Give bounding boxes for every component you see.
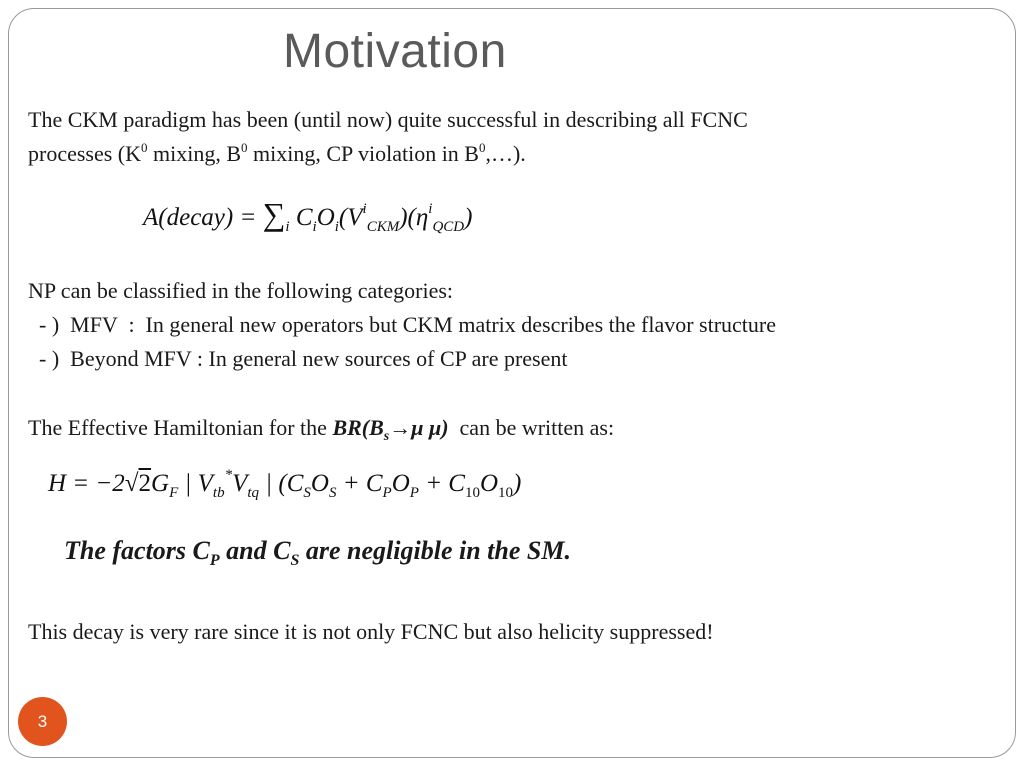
eq-var: + C: [336, 470, 383, 497]
ham-text: The Effective Hamiltonian for the: [28, 415, 333, 440]
eq-lhs: A(decay) =: [143, 204, 263, 231]
eq-var: C: [295, 204, 313, 231]
emph-text: are negligible in the SM.: [299, 536, 571, 565]
eq-sup: *: [224, 467, 233, 483]
eq-var: 2: [138, 470, 152, 497]
eq-sub: P: [409, 485, 419, 501]
eq-sub: 10: [464, 485, 480, 501]
emph-sub: P: [209, 552, 220, 569]
eq-var: | V: [178, 470, 213, 497]
emph-text: and C: [219, 536, 291, 565]
eq-sub: CKM: [366, 219, 400, 235]
br-sub: s: [383, 429, 390, 444]
eq-var: O: [391, 470, 410, 497]
eq-sub: tq: [247, 485, 260, 501]
decay-amplitude-equation: [143, 196, 472, 233]
hamiltonian-intro: [28, 411, 614, 449]
eq-var: O: [479, 470, 499, 497]
sqrt-symbol: √: [124, 470, 139, 497]
eq-sup: i: [362, 201, 367, 217]
page-number-badge: 3: [18, 697, 67, 746]
eq-var: G: [151, 470, 170, 497]
arrow-mumu: →μ μ): [389, 415, 449, 440]
intro-paragraph-line2: [28, 137, 526, 174]
eq-var: ): [513, 470, 522, 497]
emph-text: The factors C: [64, 536, 210, 565]
negligible-factors-statement: [64, 536, 571, 569]
eq-var: | (C: [259, 470, 304, 497]
eq-sub: 10: [498, 485, 514, 501]
np-categories-heading: NP can be classified in the following categories:: [28, 278, 454, 303]
superscript: 0: [241, 140, 248, 155]
eq-sub: P: [382, 485, 392, 501]
superscript: 0: [478, 140, 486, 155]
eq-var: + C: [418, 470, 465, 497]
br-text: BR(B: [332, 415, 384, 440]
intro-text: mixing, B: [147, 141, 242, 166]
eq-lhs: H = −2: [48, 470, 125, 497]
eq-sub: i: [285, 219, 290, 235]
eq-var: O: [310, 470, 329, 497]
intro-text: processes (K: [28, 141, 142, 166]
emph-sub: S: [290, 552, 300, 569]
eq-sub: S: [303, 485, 311, 501]
eq-sub: i: [334, 219, 339, 235]
ham-text: can be written as:: [448, 415, 615, 440]
np-category-mfv: - ) MFV : In general new operators but CKM matrix describes the flavor structure: [28, 312, 777, 337]
intro-text: ,…).: [485, 141, 526, 166]
eq-sub: QCD: [432, 219, 465, 235]
eq-sup: i: [428, 201, 433, 217]
intro-paragraph-line1: The CKM paradigm has been (until now) quite successful in describing all FCNC: [28, 107, 748, 132]
closing-remark: This decay is very rare since it is not only FCNC but also helicity suppressed!: [28, 619, 714, 644]
eq-sub: tb: [212, 485, 225, 501]
np-category-beyond-mfv: - ) Beyond MFV : In general new sources of CP are present: [28, 346, 568, 371]
sum-symbol: ∑: [262, 196, 286, 232]
intro-text: mixing, CP violation in B: [247, 141, 479, 166]
bs-mumu-label: [332, 415, 449, 444]
eq-var: O: [316, 204, 335, 231]
eq-var: V: [232, 470, 248, 497]
superscript: 0: [141, 140, 148, 155]
eq-sub: F: [169, 485, 179, 501]
eq-var: (V: [338, 204, 363, 231]
eq-var: )(η: [399, 204, 429, 231]
slide-title: Motivation: [283, 25, 507, 78]
eq-sub: i: [312, 219, 317, 235]
effective-hamiltonian-equation: [48, 467, 522, 501]
eq-sub: S: [328, 485, 337, 501]
eq-var: ): [464, 204, 473, 231]
